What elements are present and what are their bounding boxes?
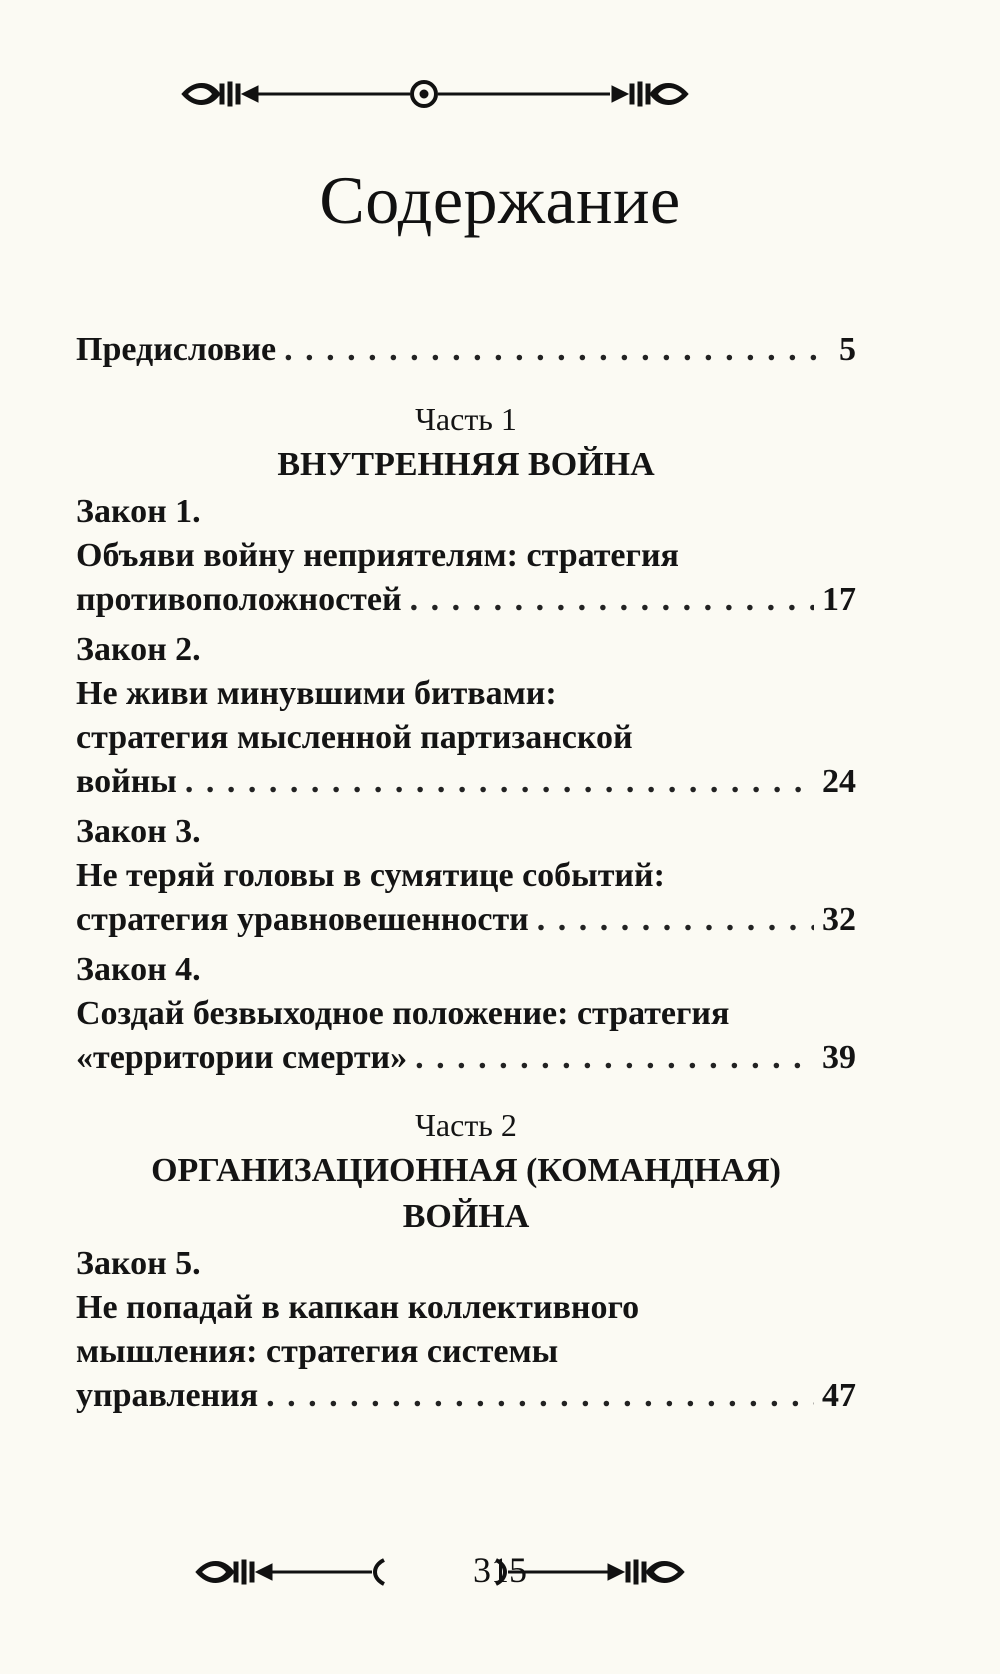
law-line: мышления: стратегия системы [76,1333,559,1370]
bottom-right-ornament-icon [486,1552,686,1592]
law-last-line: «территории смерти» . . . 39 [76,1036,856,1080]
dot-leader [415,1036,814,1080]
law-entry [76,490,856,622]
law-line: Не живи минувшими битвами: [76,675,557,712]
preface-entry [76,328,856,372]
part-title: ВНУТРЕННЯЯ ВОЙНА [277,446,655,483]
top-ornament-icon [180,72,690,116]
table-of-contents [76,328,856,1418]
law-line: стратегия мысленной партизанской [76,719,633,756]
law-number: Закон 2. [76,631,201,668]
law-entry [76,948,856,1080]
law-last-line: управления . . . 47 [76,1374,856,1418]
part-title: ОРГАНИЗАЦИОННАЯ (КОМАНДНАЯ) [151,1152,781,1189]
part-number: Часть 2 [415,1107,517,1143]
law-page: 24 [822,763,856,800]
preface-page: 5 [839,331,856,368]
law-number: Закон 1. [76,493,201,530]
law-last-line: стратегия уравновешенности . . . 32 [76,898,856,942]
dot-leader [266,1374,814,1418]
law-last-line: противоположностей . . . 17 [76,578,856,622]
page-title: Содержание [319,162,681,238]
part-2-header [76,1102,856,1240]
page-number: 315 [473,1550,527,1590]
law-entry [76,628,856,804]
law-page: 17 [822,581,856,618]
law-line: Не попадай в капкан коллективного [76,1289,640,1326]
law-page: 47 [822,1377,856,1414]
law-line: Не теряй головы в сумятице событий: [76,857,665,894]
preface-label: Предисловие [76,331,277,368]
law-entry [76,1242,856,1418]
dot-leader [284,328,831,372]
dot-leader [410,578,814,622]
law-last-line: войны . . . 24 [76,760,856,804]
law-entry [76,810,856,942]
law-line: Создай безвыходное положение: стратегия [76,995,730,1032]
dot-leader [185,760,814,804]
law-number: Закон 3. [76,813,201,850]
part-number: Часть 1 [415,401,517,437]
dot-leader [537,898,814,942]
law-line: Объяви войну неприятелям: стратегия [76,537,679,574]
law-page: 32 [822,901,856,938]
part-1-header [76,396,856,488]
part-title: ВОЙНА [402,1198,530,1235]
law-page: 39 [822,1039,856,1076]
law-number: Закон 4. [76,951,201,988]
law-number: Закон 5. [76,1245,201,1282]
